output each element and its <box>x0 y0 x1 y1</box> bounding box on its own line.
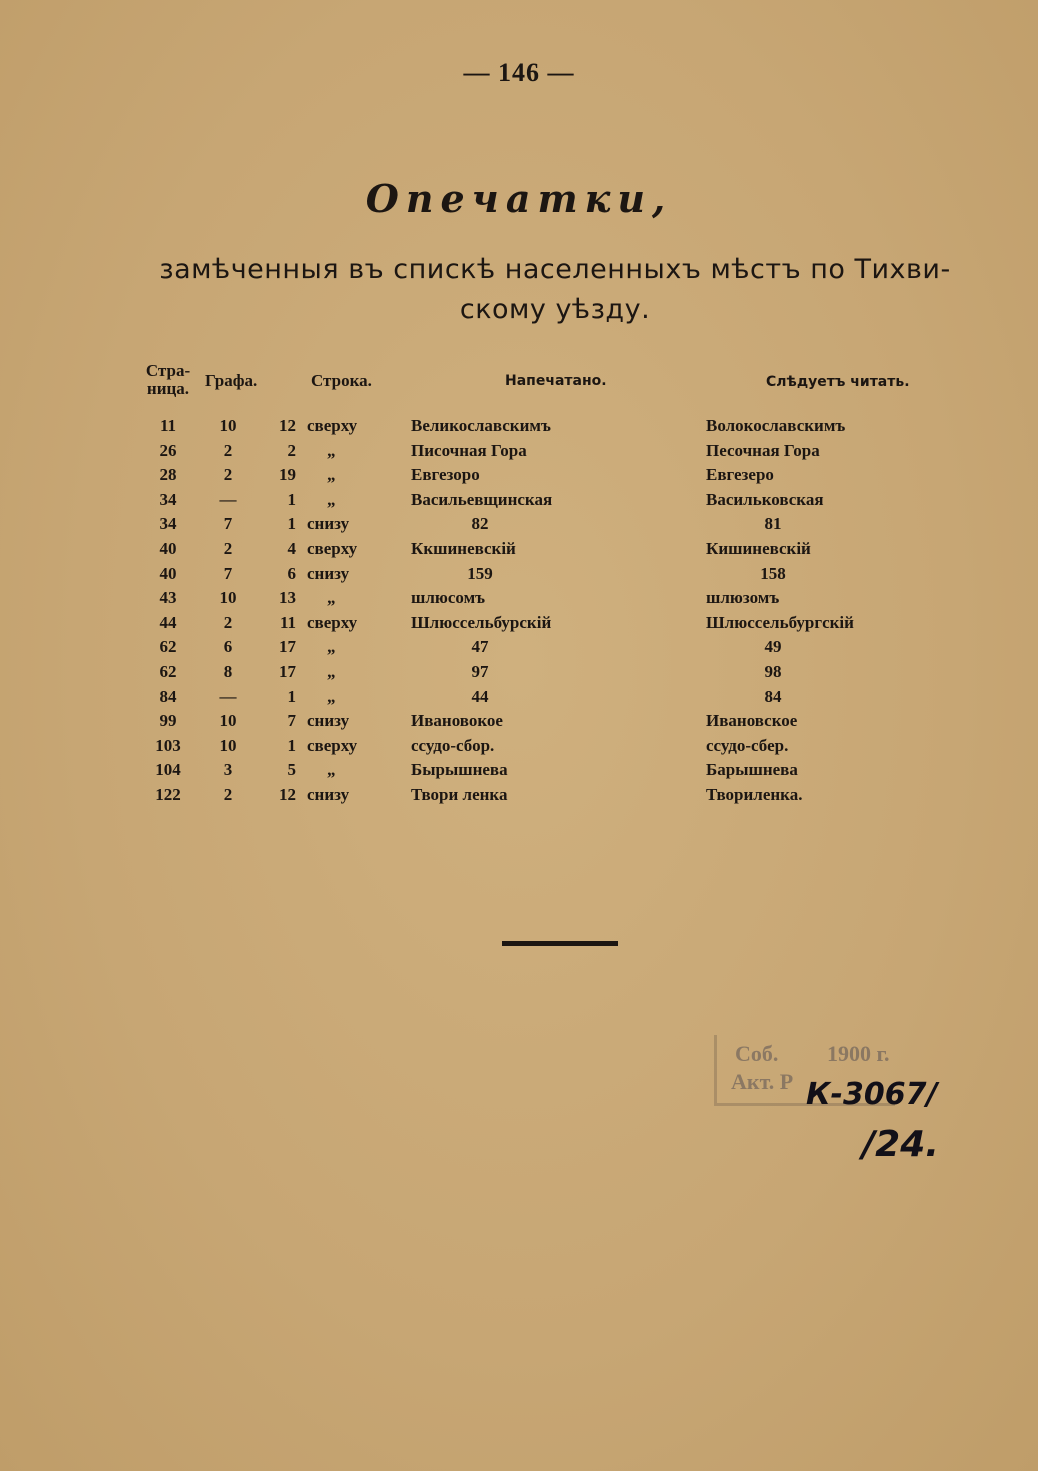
cell-column: 6 <box>223 637 233 657</box>
stamp-text-1: Соб. <box>735 1041 779 1066</box>
cell-printed: Твори ленка <box>411 785 508 804</box>
cell-read-as: Волокославскимъ <box>706 416 846 435</box>
cell-page: 34 <box>159 489 177 509</box>
cell-printed: 44 <box>471 686 489 706</box>
header-page-line-1: Стра- <box>145 361 191 380</box>
subtitle-line-1: замѣченныя въ спискѣ населенныхъ мѣстъ по Тихви- <box>159 254 951 285</box>
header-line: Строка. <box>311 371 372 390</box>
cell-read-as: ссудо-сбер. <box>706 735 789 755</box>
table-row <box>0 711 1038 735</box>
cell-column: 10 <box>219 711 237 731</box>
cell-position: „ <box>327 489 336 509</box>
page-title: Опечатки, <box>365 176 673 221</box>
table-row <box>0 490 1038 514</box>
table-row <box>0 687 1038 711</box>
cell-line: 4 <box>287 539 296 558</box>
cell-read-as: 81 <box>764 514 782 534</box>
table-row <box>0 465 1038 489</box>
cell-position: сверху <box>307 539 358 558</box>
cell-page: 84 <box>159 686 177 706</box>
subtitle-line-2: скому уѣзду. <box>459 294 651 325</box>
cell-line: 1 <box>287 735 296 755</box>
cell-position: „ <box>327 637 336 657</box>
cell-line: 7 <box>287 711 296 731</box>
cell-column: 2 <box>223 440 233 460</box>
cell-column: 7 <box>223 514 233 534</box>
cell-page: 26 <box>159 440 177 460</box>
closing-rule <box>502 941 618 946</box>
cell-read-as: Шлюссельбургскій <box>706 612 854 632</box>
cell-read-as: 98 <box>764 662 782 681</box>
table-row <box>0 588 1038 612</box>
cell-line: 5 <box>287 760 296 780</box>
cell-position: „ <box>327 440 336 460</box>
cell-printed: Писочная Гора <box>411 440 527 460</box>
cell-position: „ <box>327 760 336 780</box>
cell-page: 11 <box>159 416 177 435</box>
table-row <box>0 637 1038 661</box>
cell-column: 2 <box>223 465 233 485</box>
cell-line: 1 <box>287 489 296 509</box>
table-row <box>0 662 1038 686</box>
header-page-line-2: ница. <box>146 379 190 398</box>
cell-page: 99 <box>159 711 177 731</box>
cell-read-as: Твориленка. <box>706 785 803 804</box>
cell-column: — <box>219 686 237 706</box>
header-printed: Напечатано. <box>505 373 607 389</box>
cell-line: 12 <box>279 785 296 804</box>
cell-printed: Ивановокое <box>411 711 503 731</box>
cell-position: „ <box>327 588 336 608</box>
cell-line: 1 <box>287 686 296 706</box>
cell-line: 13 <box>279 588 296 608</box>
handwritten-shelfmark <box>800 1060 970 1180</box>
cell-line: 2 <box>287 440 296 460</box>
cell-printed: Евгезоро <box>411 465 480 485</box>
cell-printed: Шлюссельбурскій <box>411 612 552 632</box>
table-row <box>0 760 1038 784</box>
cell-page: 62 <box>159 637 177 657</box>
cell-page: 104 <box>155 760 181 780</box>
cell-page: 122 <box>155 785 181 804</box>
cell-position: „ <box>327 686 336 706</box>
cell-read-as: Васильковская <box>706 489 824 509</box>
cell-column: 2 <box>223 539 233 558</box>
stamp-text-2: 1900 г. <box>827 1041 890 1066</box>
cell-position: „ <box>327 465 336 485</box>
cell-read-as: 158 <box>760 563 786 583</box>
cell-column: 7 <box>223 563 233 583</box>
cell-page: 34 <box>159 514 177 534</box>
cell-column: — <box>219 489 237 509</box>
cell-column: 2 <box>223 785 233 804</box>
cell-line: 12 <box>279 416 296 435</box>
handwritten-line-2: /24. <box>862 1124 939 1165</box>
cell-column: 8 <box>223 662 233 681</box>
page-subtitle <box>150 250 960 330</box>
cell-page: 62 <box>159 662 177 681</box>
cell-page: 40 <box>159 539 177 558</box>
cell-page: 103 <box>155 735 181 755</box>
cell-printed: Великославскимъ <box>411 416 551 435</box>
cell-position: „ <box>327 662 336 681</box>
table-row <box>0 613 1038 637</box>
cell-page: 28 <box>159 465 177 485</box>
cell-line: 11 <box>279 612 296 632</box>
table-row <box>0 564 1038 588</box>
cell-position: снизу <box>307 563 350 583</box>
cell-read-as: Песочная Гора <box>706 440 820 460</box>
cell-printed: 47 <box>471 637 489 657</box>
table-row <box>0 514 1038 538</box>
cell-column: 2 <box>223 612 233 632</box>
table-row <box>0 736 1038 760</box>
header-read-as: Слѣдуетъ читать. <box>766 374 910 390</box>
cell-line: 17 <box>279 637 296 657</box>
cell-printed: Бырышнева <box>411 760 508 780</box>
cell-printed: Васильевщинская <box>411 489 553 509</box>
cell-page: 40 <box>159 563 177 583</box>
cell-position: снизу <box>307 785 350 804</box>
cell-printed: 82 <box>471 514 489 534</box>
cell-column: 3 <box>223 760 233 780</box>
cell-read-as: Ивановское <box>706 711 798 731</box>
cell-line: 6 <box>287 563 296 583</box>
cell-read-as: Кишиневскій <box>706 539 811 558</box>
cell-read-as: шлюзомъ <box>706 588 780 608</box>
cell-position: снизу <box>307 711 350 731</box>
page-number: — 146 — <box>463 58 575 87</box>
cell-page: 44 <box>159 612 177 632</box>
table-row <box>0 785 1038 809</box>
table-row <box>0 441 1038 465</box>
cell-position: сверху <box>307 612 358 632</box>
cell-position: сверху <box>307 416 358 435</box>
cell-page: 43 <box>159 588 177 608</box>
cell-position: снизу <box>307 514 350 534</box>
header-page <box>138 362 198 398</box>
errata-table-header <box>0 362 1038 404</box>
table-row <box>0 539 1038 563</box>
cell-column: 10 <box>219 588 237 608</box>
cell-printed: 97 <box>471 662 489 681</box>
cell-column: 10 <box>219 735 237 755</box>
header-column: Графа. <box>205 371 258 390</box>
stamp-text-3: Акт. Р <box>731 1069 794 1094</box>
cell-line: 17 <box>279 662 296 681</box>
cell-read-as: Евгезеро <box>706 465 774 485</box>
cell-printed: 159 <box>467 563 493 583</box>
cell-printed: шлюсомъ <box>411 588 486 608</box>
cell-printed: ссудо-сбор. <box>411 735 495 755</box>
cell-read-as: 49 <box>764 637 782 657</box>
cell-printed: Ккшиневскій <box>411 539 516 558</box>
cell-line: 1 <box>287 514 296 534</box>
cell-read-as: Барышнева <box>706 760 798 780</box>
table-row <box>0 416 1038 440</box>
cell-position: сверху <box>307 735 358 755</box>
cell-read-as: 84 <box>764 686 782 706</box>
cell-line: 19 <box>279 465 296 485</box>
cell-column: 10 <box>219 416 237 435</box>
handwritten-line-1: К-3067/ <box>806 1077 938 1112</box>
